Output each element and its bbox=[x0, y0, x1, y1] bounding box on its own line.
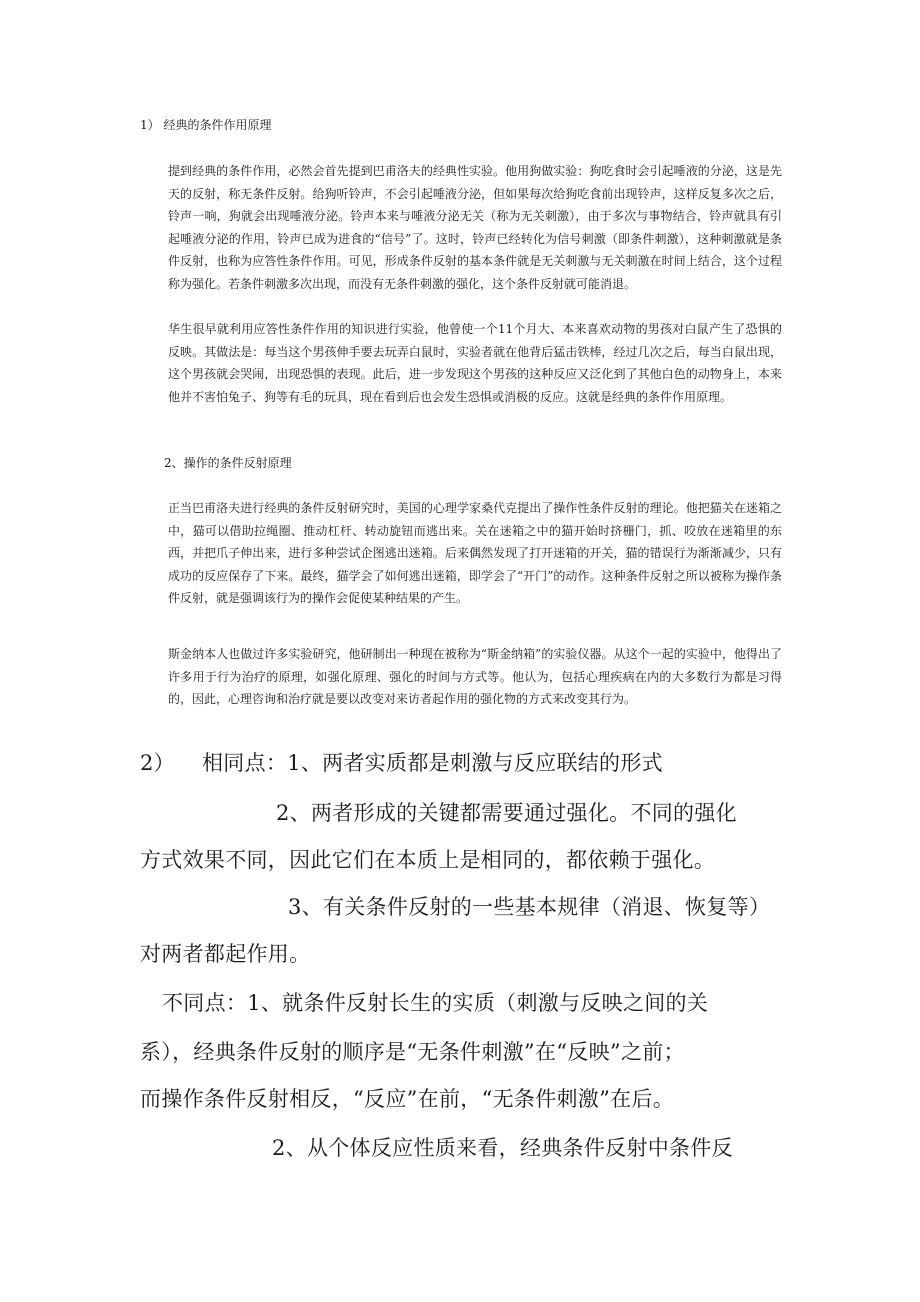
similarities-point-3: 3、有关条件反射的一些基本规律（消退、恢复等） bbox=[288, 895, 771, 919]
similarities-point-2: 2、两者形成的关键都需要通过强化。不同的强化 bbox=[276, 801, 737, 825]
differences-point-1: 不同点：1、就条件反射长生的实质（刺激与反映之间的关 bbox=[162, 991, 709, 1015]
section2-paragraph-1: 正当巴甫洛夫进行经典的条件反射研究时，美国的心理学家桑代克提出了操作性条件反射的理论。他把猫关在迷箱之中，猫可以借助拉绳圈、推动杠杆、转动旋钮而逃出来。关在迷箱之中的猫开始时挤栅门，抓、咬放在迷箱里的东西，并把爪子伸出来，进行多种尝试企图逃出迷箱。后来偶然发现了打开迷箱的开关，猫的错误行为渐渐减少，只有成功的反应保存了下来。最终，猫学会了如何逃出迷箱，即学会了“开门”的动作。这种条件反射之所以被称为操作条件反射，就是强调该行为的操作会促使某种结果的产生。 bbox=[168, 501, 782, 606]
similarities-point-2-cont: 方式效果不同，因此它们在本质上是相同的，都依赖于强化。 bbox=[140, 848, 716, 872]
section1-paragraph-1: 提到经典的条件作用，必然会首先提到巴甫洛夫的经典性实验。他用狗做实验：狗吃食时会引起唾液的分泌，这是先天的反射，称无条件反射。给狗听铃声，不会引起唾液分泌，但如果每次给狗吃食前出现铃声，这样反复多次之后，铃声一响，狗就会出现唾液分泌。铃声本来与唾液分泌无关（称为无关刺激），由于多次与事物结合，铃声就具有引起唾液分泌的作用，铃声已成为进食的“信号”了。这时，铃声已经转化为信号刺激（即条件刺激），这种刺激就是条件反射，也称为应答性条件作用。可见，形成条件反射的基本条件就是无关刺激与无关刺激在时间上结合，这个过程称为强化。若条件刺激多次出现，而没有无条件刺激的强化，这个条件反射就可能消退。 bbox=[168, 164, 782, 291]
differences-point-2: 2、从个体反应性质来看，经典条件反射中条件反 bbox=[272, 1136, 733, 1160]
section2-paragraph-2: 斯金纳本人也做过许多实验研究，他研制出一种现在被称为“斯金纳箱”的实验仪器。从这个一起的实验中，他得出了许多用于行为治疗的原理，如强化原理、强化的时间与方式等。他认为，包括心理疾病在内的大多数行为都是习得的，因此，心理咨询和治疗就是要以改变对来访者起作用的强化物的方式来改变其行为。 bbox=[168, 647, 782, 707]
section1-paragraph-2: 华生很早就利用应答性条件作用的知识进行实验，他曾使一个11个月大、本来喜欢动物的男孩对白鼠产生了恐惧的反映。其做法是：每当这个男孩伸手要去玩弄白鼠时，实验者就在他背后猛击铁棒，经过几次之后，每当白鼠出现，这个男孩就会哭闹，出现恐惧的表现。此后，进一步发现这个男孩的这种反应又泛化到了其他白色的动物身上，本来他并不害怕兔子、狗等有毛的玩具，现在看到后也会发生恐惧或消极的反应。这就是经典的条件作用原理。 bbox=[168, 322, 782, 404]
answer2-number: 2） bbox=[140, 751, 175, 775]
answer2-line-1 bbox=[140, 749, 663, 777]
differences-point-1-cont-a: 系），经典条件反射的顺序是“无条件刺激”在“反映”之前； bbox=[140, 1040, 685, 1064]
differences-point-1-cont-b: 而操作条件反射相反，“反应”在前，“无条件刺激”在后。 bbox=[140, 1087, 675, 1111]
section1-heading: 1） 经典的条件作用原理 bbox=[140, 118, 272, 132]
similarities-point-1: 相同点：1、两者实质都是刺激与反应联结的形式 bbox=[202, 751, 663, 775]
similarities-point-3-cont: 对两者都起作用。 bbox=[140, 942, 311, 966]
section2-heading: 2、操作的条件反射原理 bbox=[164, 456, 292, 470]
